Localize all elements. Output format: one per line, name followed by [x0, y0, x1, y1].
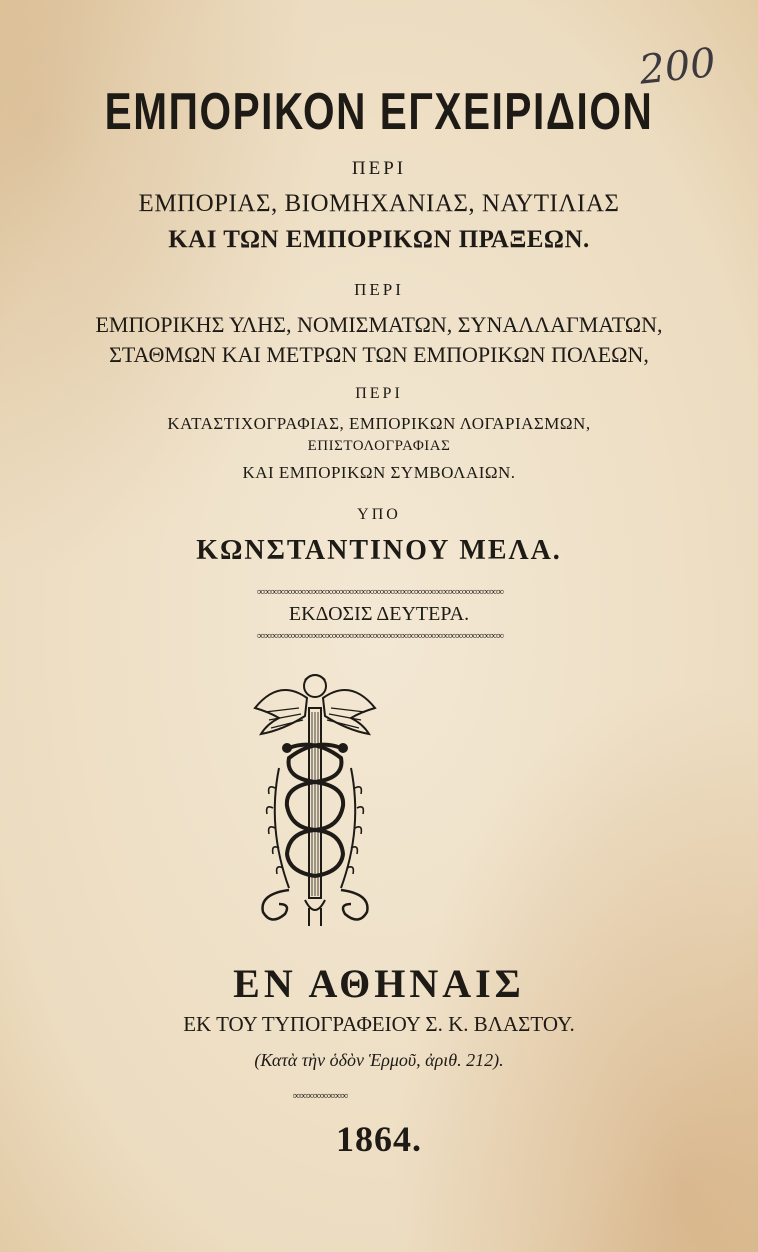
- book-title: ΕΜΠΟΡΙΚΟΝ ΕΓΧΕΙΡΙΔΙΟΝ: [104, 83, 654, 141]
- place-of-publication: ΕΝ ΑΘΗΝΑΙΣ: [233, 961, 525, 1006]
- ornament-rule-bottom: ∞∞∞∞∞∞∞∞∞∞∞∞∞∞∞∞∞∞∞∞∞∞∞∞∞∞∞∞∞∞∞∞∞∞∞∞: [256, 632, 504, 640]
- printer: ΕΚ ΤΟΥ ΤΥΠΟΓΡΑΦΕΙΟΥ Σ. Κ. ΒΛΑΣΤΟΥ.: [183, 1012, 575, 1036]
- section3-line3: ΚΑΙ ΕΜΠΟΡΙΚΩΝ ΣΥΜΒΟΛΑΙΩΝ.: [242, 463, 516, 482]
- section2-line1: ΕΜΠΟΡΙΚΗΣ ΥΛΗΣ, ΝΟΜΙΣΜΑΤΩΝ, ΣΥΝΑΛΛΑΓΜΑΤΩΝ,: [95, 312, 663, 337]
- section2-line2: ΣΤΑΘΜΩΝ ΚΑΙ ΜΕΤΡΩΝ ΤΩΝ ΕΜΠΟΡΙΚΩΝ ΠΟΛΕΩΝ,: [109, 342, 649, 367]
- by-label: ΥΠΟ: [357, 506, 401, 523]
- publication-year: 1864.: [336, 1119, 422, 1159]
- section1-line2: ΚΑΙ ΤΩΝ ΕΜΠΟΡΙΚΩΝ ΠΡΑΞΕΩΝ.: [168, 226, 590, 253]
- section2-peri: ΠΕΡΙ: [354, 280, 404, 299]
- printer-address: (Κατὰ τὴν ὁδὸν Ἑρμοῦ, ἀριθ. 212).: [254, 1050, 504, 1070]
- author-name: ΚΩΝΣΤΑΝΤΙΝΟΥ ΜΕΛΑ.: [196, 535, 562, 566]
- section1-line1: ΕΜΠΟΡΙΑΣ, ΒΙΟΜΗΧΑΝΙΑΣ, ΝΑΥΤΙΛΙΑΣ: [138, 190, 620, 217]
- ornament-rule-top: ∞∞∞∞∞∞∞∞∞∞∞∞∞∞∞∞∞∞∞∞∞∞∞∞∞∞∞∞∞∞∞∞∞∞∞∞: [256, 588, 504, 596]
- section3-line2: ΕΠΙΣΤΟΛΟΓΡΑΦΙΑΣ: [307, 438, 451, 454]
- section3-peri: ΠΕΡΙ: [355, 385, 403, 402]
- handwritten-note: 200: [637, 39, 718, 94]
- section1-peri: ΠΕΡΙ: [351, 158, 407, 179]
- edition: ΕΚΔΟΣΙΣ ΔΕΥΤΕΡΑ.: [288, 603, 470, 625]
- section3-line1: ΚΑΤΑΣΤΙΧΟΓΡΑΦΙΑΣ, ΕΜΠΟΡΙΚΩΝ ΛΟΓΑΡΙΑΣΜΩΝ,: [167, 414, 591, 433]
- ornament-small: ∞∞∞∞∞∞∞∞: [292, 1092, 348, 1100]
- caduceus-icon: [249, 668, 381, 938]
